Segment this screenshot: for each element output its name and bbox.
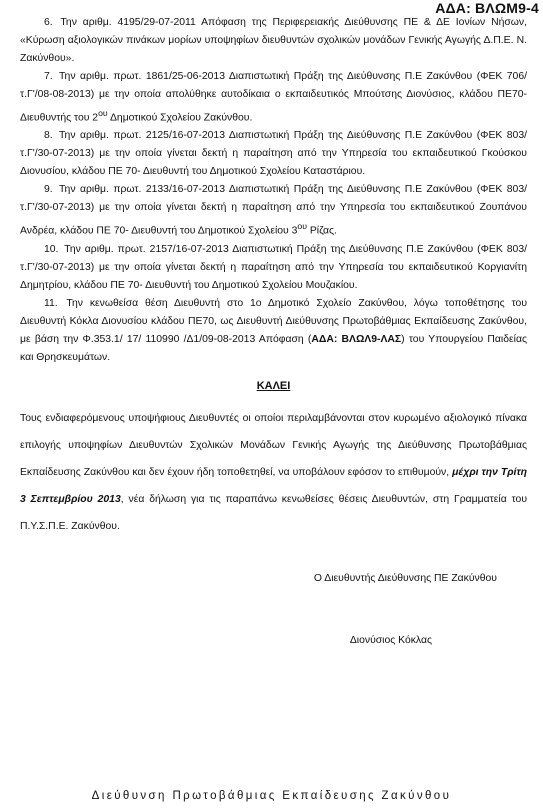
ordinal-superscript: ου bbox=[98, 108, 108, 118]
kalei-text-tail: , νέα δήλωση για τις παραπάνω κενωθείσες θέσεις Διευθυντών, στη Γραμματεία του Π.Υ.Σ.Π.Ε. Ζακύνθου. bbox=[20, 494, 528, 533]
deadline-text: μέχρι την Τρίτη 3 Σεπτεμβρίου 2013 bbox=[20, 467, 527, 506]
kalei-text: Τους ενδιαφερόμενους υποψήφιους Διευθυντές οι οποίοι περιλαμβάνονται στον κυρωμένο αξιολογικό πίνακα επιλογής υποψηφίων Διευθυντών Σχολικών Μονάδων Γενικής Αγωγής της Διεύθυνσης Πρωτοβάθμιας Εκπαίδευσης Ζακύνθου και δεν έχουν ήδη τοποθετηθεί, να υποβάλουν εφόσον το επιθυμούν, bbox=[20, 413, 527, 479]
item-text: Την αριθμ. πρωτ. 1861/25-06-2013 Διαπιστωτική Πράξη της Διεύθυνσης Π.Ε Ζακύνθου (ΦΕΚ 706/τ.Γ'/08-08-2013) με την οποία απολύθηκε αυτοδίκαια ο εκπαιδευτικός Μπούτσης Διονύσιος, κλάδου ΠΕ70-Διευθυντής του 2 bbox=[20, 71, 527, 124]
item-text: Την αριθμ. πρωτ. 2157/16-07-2013 Διαπιστωτική Πράξη της Διεύθυνσης Π.Ε Ζακύνθου (ΦΕΚ 803/τ.Γ'/30-07-2013) με την οποία γίνεται δεκτή η παραίτηση από την Υπηρεσία του εκπαιδευτικού Κοργιανίτη Δημητρίου, κλάδου ΠΕ 70- Διευθυντή του Δημοτικού Σχολείου Μουζακίου. bbox=[20, 243, 527, 291]
page-footer: Διεύθυνση Πρωτοβάθμιας Εκπαίδευσης Ζακύνθου bbox=[91, 790, 452, 802]
list-item-9 bbox=[20, 181, 527, 240]
ada-reference: ΑΔΑ: ΒΛΩΛ9-ΛΑΣ bbox=[311, 333, 402, 345]
list-item-7 bbox=[20, 68, 527, 127]
list-item-6 bbox=[20, 14, 527, 68]
list-item-8 bbox=[20, 127, 527, 181]
item-number: 9. bbox=[44, 184, 53, 196]
item-text-tail: Δημοτικού Σχολείου Ζακύνθου. bbox=[107, 112, 253, 124]
list-item-10 bbox=[20, 241, 527, 295]
list-item-11 bbox=[20, 295, 527, 367]
item-number: 11. bbox=[44, 297, 58, 309]
item-text-tail: Ρίζας. bbox=[306, 225, 337, 237]
signature-title: Ο Διευθυντής Διεύθυνσης ΠΕ Ζακύνθου bbox=[313, 573, 497, 585]
signature-name: Διονύσιος Κόκλας bbox=[349, 635, 432, 647]
item-number: 6. bbox=[44, 17, 53, 28]
kalei-paragraph bbox=[20, 405, 527, 540]
document-body bbox=[20, 14, 527, 650]
kalei-heading: ΚΑΛΕΙ bbox=[256, 379, 291, 392]
item-text: Την αριθμ. πρωτ. 2133/16-07-2013 Διαπιστωτική Πράξη της Διεύθυνσης Π.Ε Ζακύνθου (ΦΕΚ 803/τ.Γ'/30-07-2013) με την οποία γίνεται δεκτή η παραίτηση από την Υπηρεσία του εκπαιδευτικού Ζουπάνου Ανδρέα, κλάδου ΠΕ 70- Διευθυντή του Δημοτικού Σχολείου 3 bbox=[20, 184, 527, 237]
ada-code: ΑΔΑ: ΒΛΩΜ9-4 bbox=[435, 0, 539, 16]
item-text: Την αριθμ. πρωτ. 2125/16-07-2013 Διαπιστωτική Πράξη της Διεύθυνσης Π.Ε Ζακύνθου (ΦΕΚ 803/τ.Γ'/30-07-2013) με την οποία γίνεται δεκτή η παραίτηση από την Υπηρεσία του εκπαιδευτικού Γκούσκου Διονυσίου, κλάδου ΠΕ 70- Διευθυντή του Δημοτικού Σχολείου Καταστάριου. bbox=[20, 130, 527, 178]
item-number: 8. bbox=[44, 130, 53, 142]
item-text-tail: ) του Υπουργείου Παιδείας και Θρησκευμάτων. bbox=[20, 333, 527, 363]
item-number: 10. bbox=[44, 243, 59, 255]
item-text: Την κενωθείσα θέση Διευθυντή στο 1ο Δημοτικό Σχολείο Ζακύνθου, λόγω τοποθέτησης του Διευθυντή Κόκλα Διονυσίου κλάδου ΠΕ70, ως Διευθυντή Διεύθυνσης Πρωτοβάθμιας Εκπαίδευσης Ζακύνθου, με βάση την Φ.353.1/ 17/ 110990 /Δ1/09-08-2013 Απόφαση ( bbox=[20, 297, 528, 345]
ordinal-superscript: ου bbox=[297, 221, 307, 232]
item-text: Την αριθμ. 4195/29-07-2011 Απόφαση της Περιφερειακής Διεύθυνσης ΠΕ & ΔΕ Ιονίων Νήσων, «Κύρωση αξιολογικών πινάκων μορίων υποψηφίων διευθυντών σχολικών μονάδων Γενικής Αγωγής Δ.Π.Ε. Ν. Ζακύνθου». bbox=[20, 17, 527, 64]
item-number: 7. bbox=[44, 71, 53, 82]
